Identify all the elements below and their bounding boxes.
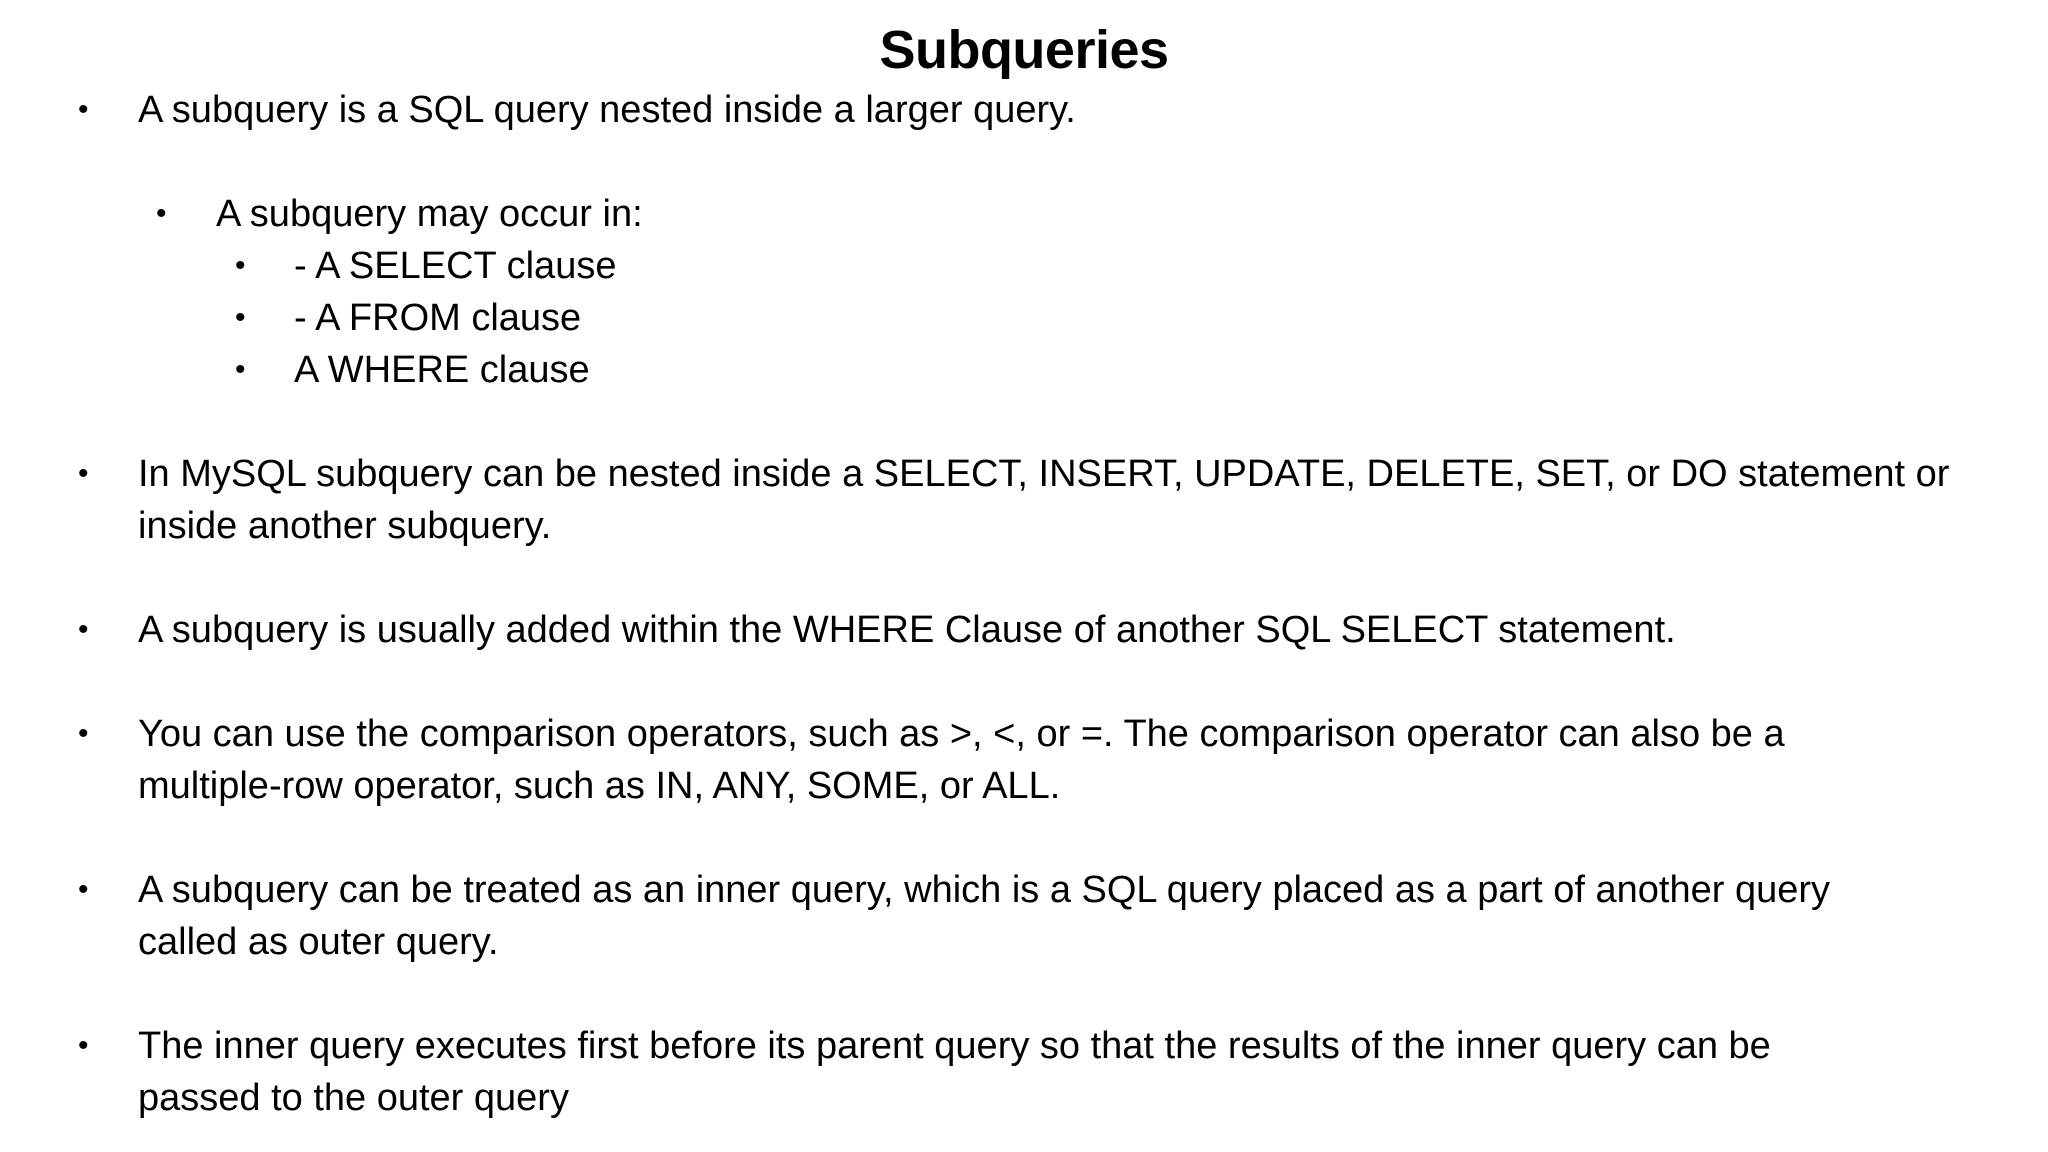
bullet-text [138,708,1958,812]
bullet-icon: • [156,197,167,230]
bullet-icon: • [235,249,246,282]
bullet-icon: • [78,873,89,906]
bullet-text [138,864,1958,968]
bullet-text-line: multiple-row operator, such as IN, ANY, SOME, or ALL. [138,765,1061,807]
bullet-text-line: You can use the comparison operators, such as >, <, or =. The comparison operator can also be a [138,713,1785,755]
bullet-icon: • [78,1029,89,1062]
bullet-icon: • [78,613,89,646]
bullet-text-line: inside another subquery. [138,505,552,547]
bullet-text [138,448,1958,552]
bullet-text-line: A subquery can be treated as an inner query, which is a SQL query placed as a part of another query [138,869,1831,911]
bullet-text-line: The inner query executes first before its parent query so that the results of the inner query can be [138,1025,1771,1067]
bullet-icon: • [78,457,89,490]
slide-title: Subqueries [879,20,1169,80]
bullet-icon: • [235,353,246,386]
bullet-icon: • [235,301,246,334]
bullet-text-line: called as outer query. [138,921,499,963]
sub-sub-bullet-text: - A FROM clause [294,297,582,339]
bullet-text-line: passed to the outer query [138,1077,569,1119]
bullet-icon: • [78,717,89,750]
sub-sub-bullet-text: A WHERE clause [294,349,590,391]
sub-bullet-text: A subquery may occur in: [216,193,643,235]
bullet-text-line: In MySQL subquery can be nested inside a SELECT, INSERT, UPDATE, DELETE, SET, or DO statement or [138,453,1950,495]
sub-sub-bullet-text: - A SELECT clause [294,245,617,287]
bullet-text: A subquery is a SQL query nested inside a larger query. [138,89,1076,131]
bullet-text: A subquery is usually added within the WHERE Clause of another SQL SELECT statement. [138,609,1676,651]
bullet-icon: • [78,93,89,126]
bullet-text [138,1020,1958,1124]
